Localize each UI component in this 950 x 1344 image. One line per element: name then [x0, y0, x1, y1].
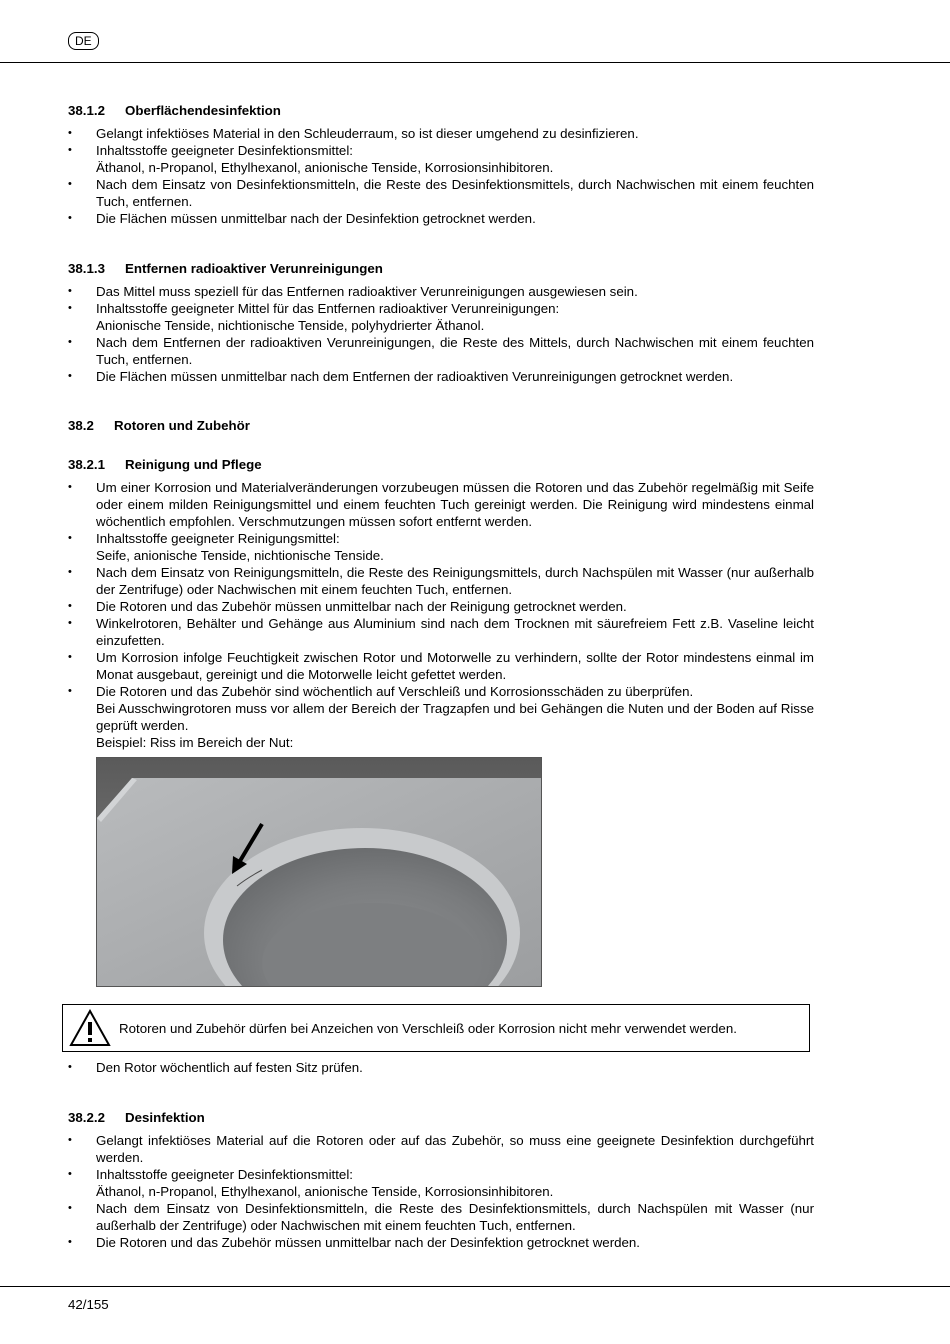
bullet-item: [68, 142, 814, 176]
section-38-2-2: [68, 1109, 814, 1251]
bullet-item: [68, 210, 814, 227]
bullet-item: [68, 649, 814, 683]
bullet-text: • Nach dem Einsatz von Desinfektionsmitteln, die Reste des Desinfektionsmittels, durch Nachwischen mit einem feuchten Tuch, entfernen.: [96, 177, 814, 209]
language-badge: DE: [68, 32, 99, 50]
bullet-text: Bei Ausschwingrotoren muss vor allem der Bereich der Tragzapfen und bei Gehängen die Nuten und der Boden auf Risse geprüft werden.: [96, 701, 814, 733]
warning-triangle-icon: [69, 1009, 111, 1047]
bullet-text: • Das Mittel muss speziell für das Entfernen radioaktiver Verunreinigungen ausgewiesen sein.: [96, 284, 638, 299]
bullet-list: [68, 479, 814, 751]
bullet-text: • Inhaltsstoffe geeigneter Reinigungsmittel:: [96, 531, 340, 546]
bullet-item: [68, 1059, 814, 1076]
warning-box: [62, 1004, 810, 1052]
section-heading: 38.1.2 Oberflächendesinfektion: [68, 103, 281, 118]
header-rule: [0, 62, 950, 63]
bullet-item: [68, 300, 814, 334]
section-heading: 38.2.1 Reinigung und Pflege: [68, 457, 262, 472]
bullet-text: • Um einer Korrosion und Materialveränderungen vorzubeugen müssen die Rotoren und das Zubehör regelmäßig mit Seife oder einem milden Reinigungsmittel und einem feuchten Tuch gereinigt werden. Die Reinigung wird mindestens einmal wöchentlich empfohlen. Verschmutzungen müssen sofort entfernt werden.: [96, 480, 814, 529]
section-38-2: [68, 417, 814, 434]
bullet-text: Äthanol, n-Propanol, Ethylhexanol, anionische Tenside, Korrosionsinhibitoren.: [96, 160, 554, 175]
footer-rule: [0, 1286, 950, 1287]
bullet-list: [68, 283, 814, 385]
section-heading: 38.2.2 Desinfektion: [68, 1110, 205, 1125]
bullet-item: [68, 530, 814, 564]
bullet-list: [68, 1059, 814, 1076]
bullet-list: [68, 1132, 814, 1251]
bullet-text: • Nach dem Einsatz von Reinigungsmitteln, die Reste des Reinigungsmittels, durch Nachspülen mit Wasser (nur außerhalb der Zentrifuge) oder Nachwischen mit einem feuchten Tuch, entfernen.: [96, 565, 814, 597]
bullet-text: • Um Korrosion infolge Feuchtigkeit zwischen Rotor und Motorwelle zu verhindern, sollte der Rotor mindestens einmal im Monat ausgebaut, gereinigt und die Motorwelle leicht gefettet werden.: [96, 650, 814, 682]
bullet-text: Äthanol, n-Propanol, Ethylhexanol, anionische Tenside, Korrosionsinhibitoren.: [96, 1184, 554, 1199]
bullet-item: [68, 283, 814, 300]
bullet-item: [68, 598, 814, 615]
bullet-item: [68, 1200, 814, 1234]
bullet-text: • Die Rotoren und das Zubehör müssen unmittelbar nach der Desinfektion getrocknet werden.: [96, 1235, 640, 1250]
bullet-item: [68, 368, 814, 385]
warning-text: Rotoren und Zubehör dürfen bei Anzeichen von Verschleiß oder Korrosion nicht mehr verwendet werden.: [119, 1021, 737, 1036]
bullet-text: Seife, anionische Tenside, nichtionische Tenside.: [96, 548, 384, 563]
bullet-item: [68, 1234, 814, 1251]
section-38-1-3: [68, 260, 814, 385]
bullet-item: [68, 1132, 814, 1166]
bullet-item: [68, 564, 814, 598]
bullet-text: • Gelangt infektiöses Material auf die Rotoren oder auf das Zubehör, so muss eine geeignete Desinfektion durchgeführt werden.: [96, 1133, 814, 1165]
rotor-crack-photo: [96, 757, 542, 987]
bullet-text: • Winkelrotoren, Behälter und Gehänge aus Aluminium sind nach dem Trocknen mit säurefreiem Fett z.B. Vaseline leicht einzufetten.: [96, 616, 814, 648]
bullet-text: • Die Flächen müssen unmittelbar nach der Desinfektion getrocknet werden.: [96, 211, 536, 226]
bullet-item: [68, 479, 814, 530]
bullet-item: [68, 334, 814, 368]
bullet-text: • Die Rotoren und das Zubehör müssen unmittelbar nach der Reinigung getrocknet werden.: [96, 599, 627, 614]
bullet-text: • Die Flächen müssen unmittelbar nach dem Entfernen der radioaktiven Verunreinigungen getrocknet werden.: [96, 369, 734, 384]
bullet-item: [68, 176, 814, 210]
bullet-text: Beispiel: Riss im Bereich der Nut:: [96, 735, 294, 750]
bullet-list: [68, 125, 814, 227]
page-content: [68, 102, 814, 1251]
bullet-text: • Den Rotor wöchentlich auf festen Sitz prüfen.: [96, 1060, 363, 1075]
section-38-1-2: [68, 102, 814, 227]
bullet-item: [68, 125, 814, 142]
bullet-item: [68, 615, 814, 649]
bullet-text: • Inhaltsstoffe geeigneter Mittel für das Entfernen radioaktiver Verunreinigungen:: [96, 301, 560, 316]
bullet-text: • Die Rotoren und das Zubehör sind wöchentlich auf Verschleiß und Korrosionsschäden zu überprüfen.: [96, 684, 694, 699]
bullet-item: [68, 683, 814, 751]
page-number: 42/155: [68, 1297, 109, 1312]
rotor-crack-illustration: [97, 758, 541, 986]
bullet-text: • Nach dem Einsatz von Desinfektionsmitteln, die Reste des Desinfektionsmittels, durch Nachspülen mit Wasser (nur außerhalb der Zentrifuge) oder Nachwischen mit einem feuchten Tuch, entfernen.: [96, 1201, 814, 1233]
bullet-item: [68, 1166, 814, 1200]
bullet-text: • Gelangt infektiöses Material in den Schleuderraum, so ist dieser umgehend zu desinfizieren.: [96, 126, 639, 141]
section-heading: 38.1.3 Entfernen radioaktiver Verunreinigungen: [68, 261, 383, 276]
section-38-2-1: [68, 456, 814, 1076]
bullet-text: • Nach dem Entfernen der radioaktiven Verunreinigungen, die Reste des Mittels, durch Nachwischen mit einem feuchten Tuch, entfernen.: [96, 335, 814, 367]
bullet-text: • Inhaltsstoffe geeigneter Desinfektionsmittel:: [96, 143, 353, 158]
bullet-text: Anionische Tenside, nichtionische Tenside, polyhydrierter Äthanol.: [96, 318, 485, 333]
section-heading: 38.2 Rotoren und Zubehör: [68, 418, 250, 433]
bullet-text: • Inhaltsstoffe geeigneter Desinfektionsmittel:: [96, 1167, 353, 1182]
